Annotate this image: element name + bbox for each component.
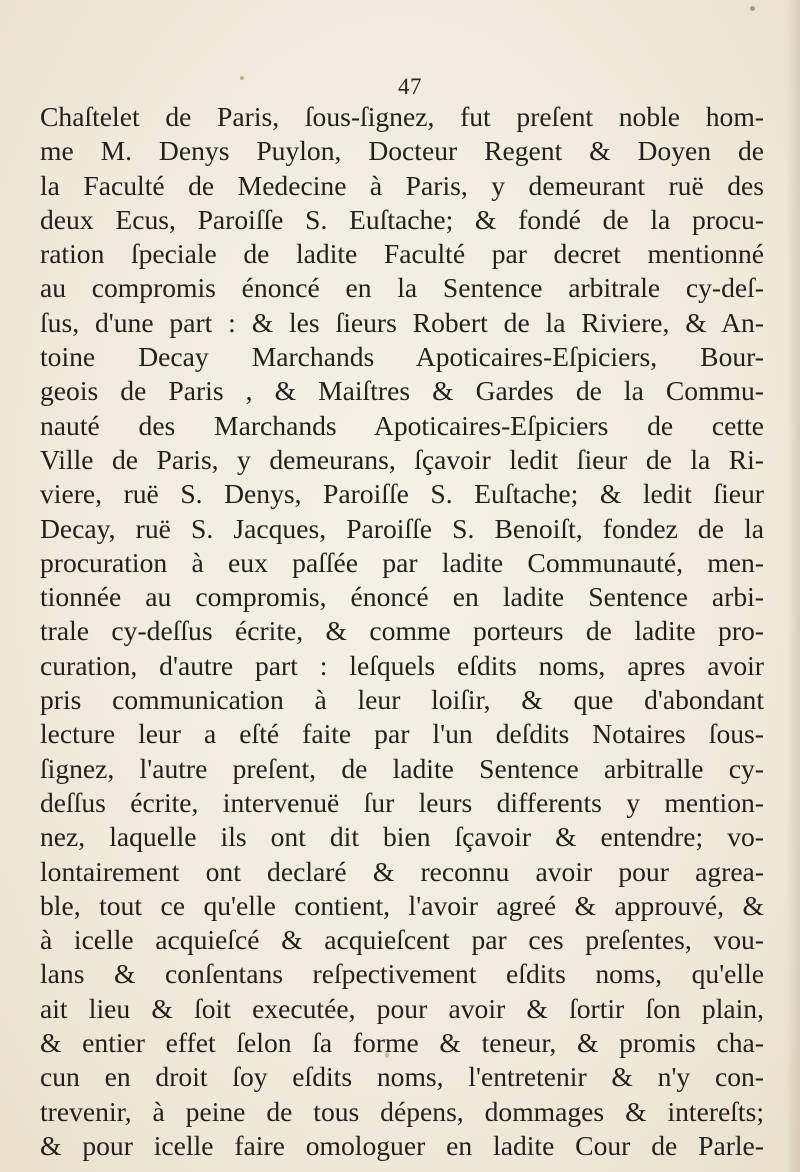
page-number: 47 — [398, 74, 422, 99]
text-line: au compromis énoncé en la Sentence arbitrale cy-deſ- — [40, 272, 764, 304]
text-line: me M. Denys Puylon, Docteur Regent & Doyen de — [40, 135, 764, 167]
text-line: procuration à eux paſſée par ladite Communauté, men- — [40, 546, 764, 578]
text-line: pris communication à leur loiſir, & que d'abondant — [40, 684, 764, 716]
text-line: lans & conſentans reſpectivement eſdits noms, qu'elle — [40, 958, 764, 990]
page-edge-shadow — [786, 0, 800, 1172]
paper-speck — [240, 76, 244, 80]
body-text — [40, 100, 764, 1163]
text-line: ble, tout ce qu'elle contient, l'avoir agreé & approuvé, & — [40, 889, 764, 921]
text-line: toine Decay Marchands Apoticaires-Eſpiciers, Bour- — [40, 341, 764, 373]
paper-speck — [750, 6, 755, 11]
text-line: la Faculté de Medecine à Paris, y demeurant ruë des — [40, 169, 764, 201]
text-line: lontairement ont declaré & reconnu avoir pour agrea- — [40, 855, 764, 887]
text-line: deſſus écrite, intervenuë ſur leurs differents y mention- — [40, 786, 764, 818]
text-line: ſus, d'une part : & les ſieurs Robert de la Riviere, & An- — [40, 306, 764, 338]
text-line: lecture leur a eſté faite par l'un deſdits Notaires ſous- — [40, 718, 764, 750]
text-line: tionnée au compromis, énoncé en ladite Sentence arbi- — [40, 581, 764, 613]
text-line: trevenir, à peine de tous dépens, dommages & intereſts; — [40, 1095, 764, 1127]
text-line: ſignez, l'autre preſent, de ladite Sentence arbitralle cy- — [40, 752, 764, 784]
text-line: viere, ruë S. Denys, Paroiſſe S. Euſtache; & ledit ſieur — [40, 478, 764, 510]
text-line: Ville de Paris, y demeurans, ſçavoir ledit ſieur de la Ri- — [40, 443, 764, 475]
text-line: Chaſtelet de Paris, ſous-ſignez, fut preſent noble hom- — [40, 101, 764, 132]
text-line: Decay, ruë S. Jacques, Paroiſſe S. Benoiſt, fondez de la — [40, 512, 764, 544]
text-line: nez, laquelle ils ont dit bien ſçavoir & entendre; vo- — [40, 821, 764, 853]
text-line: trale cy-deſſus écrite, & comme porteurs de ladite pro- — [40, 615, 764, 647]
text-line: & entier effet ſelon ſa forme & teneur, & promis cha- — [40, 1027, 764, 1059]
text-line: ait lieu & ſoit executée, pour avoir & ſortir ſon plain, — [40, 992, 764, 1024]
text-line: curation, d'autre part : leſquels eſdits noms, apres avoir — [40, 649, 764, 681]
text-line: geois de Paris , & Maiſtres & Gardes de la Commu- — [40, 375, 764, 407]
text-line: cun en droit ſoy eſdits noms, l'entretenir & n'y con- — [40, 1061, 764, 1093]
text-line: deux Ecus, Paroiſſe S. Euſtache; & fondé de la procu- — [40, 203, 764, 235]
text-line: à icelle acquieſcé & acquieſcent par ces preſentes, vou- — [40, 924, 764, 956]
text-line: & pour icelle faire omologuer en ladite Cour de Parle- — [40, 1129, 764, 1161]
text-line: nauté des Marchands Apoticaires-Eſpiciers de cette — [40, 409, 764, 441]
text-line: ration ſpeciale de ladite Faculté par decret mentionné — [40, 238, 764, 270]
